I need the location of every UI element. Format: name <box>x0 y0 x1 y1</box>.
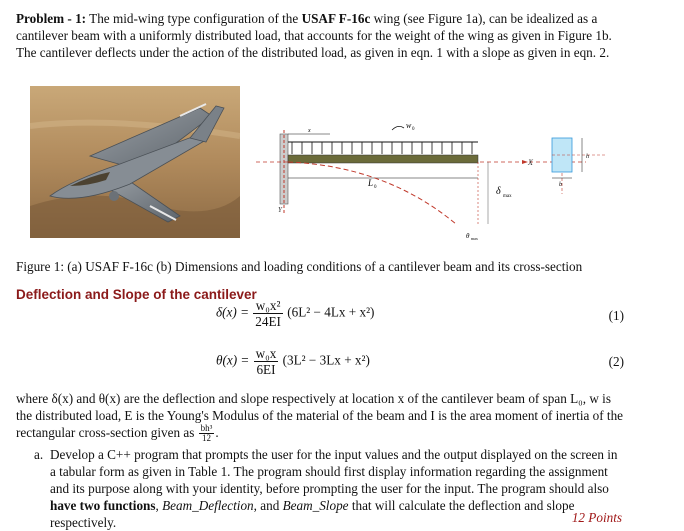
eq2-lhs: θ(x) = <box>216 352 250 368</box>
function-beam-deflection: Beam_Deflection <box>162 498 254 513</box>
width-label: b <box>559 182 562 188</box>
eq2-numerator: w₀x <box>255 346 277 361</box>
beam <box>288 155 478 163</box>
problem-heading: Problem - 1: <box>16 11 87 26</box>
task-text-1: Develop a C++ program that prompts the user for the input values and the output displayed on the screen in a tabular form as given in Table 1. The program should first display information regarding the assignment and its purpose along with your identity, before prompting the user for the input. The program should also <box>50 447 618 496</box>
task-mid: , and <box>253 498 280 513</box>
function-beam-slope: Beam_Slope <box>282 498 349 513</box>
eq1-denominator: 24EI <box>255 314 281 329</box>
load-label: w <box>406 121 412 130</box>
f16-jet-image <box>30 86 240 238</box>
eq1-rhs: (6L² − 4Lx + x²) <box>287 304 375 320</box>
inertia-numerator: bh³ <box>200 423 213 434</box>
aircraft-name: USAF F-16c <box>301 11 371 26</box>
delta-max-label: δ <box>496 186 501 197</box>
theta-max-label: θ <box>466 232 470 240</box>
eq2-number: (2) <box>608 354 624 369</box>
cantilever-diagram <box>256 94 668 244</box>
x-axis-label: X <box>528 158 533 167</box>
fixed-support <box>280 134 288 204</box>
eq2-rhs: (3L² − 3Lx + x²) <box>282 352 370 368</box>
inertia-denominator: 12 <box>201 433 211 444</box>
load-arrows <box>292 142 472 154</box>
points-label: 12 Points <box>571 510 622 525</box>
equation-2 <box>216 346 370 377</box>
equation-1 <box>216 298 374 329</box>
delta-max-subscript: max <box>503 194 512 199</box>
eq1-fraction <box>253 298 283 329</box>
deflected-shape <box>288 162 456 224</box>
eq1-number: (1) <box>608 308 624 323</box>
x-label: x <box>308 128 311 134</box>
task-bold: have two functions <box>50 498 156 513</box>
theta-max-subscript: max <box>471 236 478 241</box>
section-title: Deflection and Slope of the cantilever <box>16 287 257 302</box>
length-label: L <box>368 178 374 188</box>
figure-1 <box>16 86 668 248</box>
where-paragraph: where δ(x) and θ(x) are the deflection and slope respectively at location x of the cantilever beam of span L₀, w is the distributed load, E is the Young's Modulus of the material of the beam and I is the area moment of inertia of the rectangular cross-section given as $\frac{\text{bh³}}{12}$ . <box>16 391 624 444</box>
load-subscript: 0 <box>412 127 415 132</box>
moment-of-inertia-fraction <box>199 424 215 443</box>
problem-statement <box>16 10 624 61</box>
figure-caption: Figure 1: (a) USAF F-16c (b) Dimensions and loading conditions of a cantilever beam and its cross-section <box>16 259 583 274</box>
task-text-2: that will calculate the deflection and slope respectively. <box>50 498 575 530</box>
length-subscript: 0 <box>374 185 377 190</box>
problem-text-1: The mid-wing type configuration of the <box>89 11 299 26</box>
eq2-fraction <box>254 346 279 377</box>
eq1-lhs: δ(x) = <box>216 304 249 320</box>
where-text: where δ(x) and θ(x) are the deflection and slope respectively at location x of the cantilever beam of span L₀, w is the distributed load, E is the Young's Modulus of the material of the beam and I is the area moment of inertia of the rectangular cross-section given as <box>16 391 624 440</box>
height-label: h <box>586 154 589 160</box>
task-label: a. <box>34 447 44 462</box>
eq2-denominator: 6EI <box>256 362 276 377</box>
task-a: a. Develop a C++ program that prompts the user for the input values and the output displayed on the screen in a tabular form as given in Table 1. The program should first display information regarding the assignment and its purpose along with your identity, before prompting the user for the input. The program should also have two functions, Beam_Deflection, and Beam_Slope that will calculate the deflection and slope respectively. <box>34 447 618 530</box>
problem-text-2: wing (see Figure 1a), can be idealized as a cantilever beam with a uniformly distributed load, that accounts for the weight of the wing as given in Figure 1b. The cantilever deflects under the action of the distributed load, as given in eqn. 1 with a slope as given in eqn. 2. <box>16 11 612 60</box>
y-axis-label: Y <box>278 206 282 214</box>
eq1-numerator: w₀x² <box>253 298 283 314</box>
